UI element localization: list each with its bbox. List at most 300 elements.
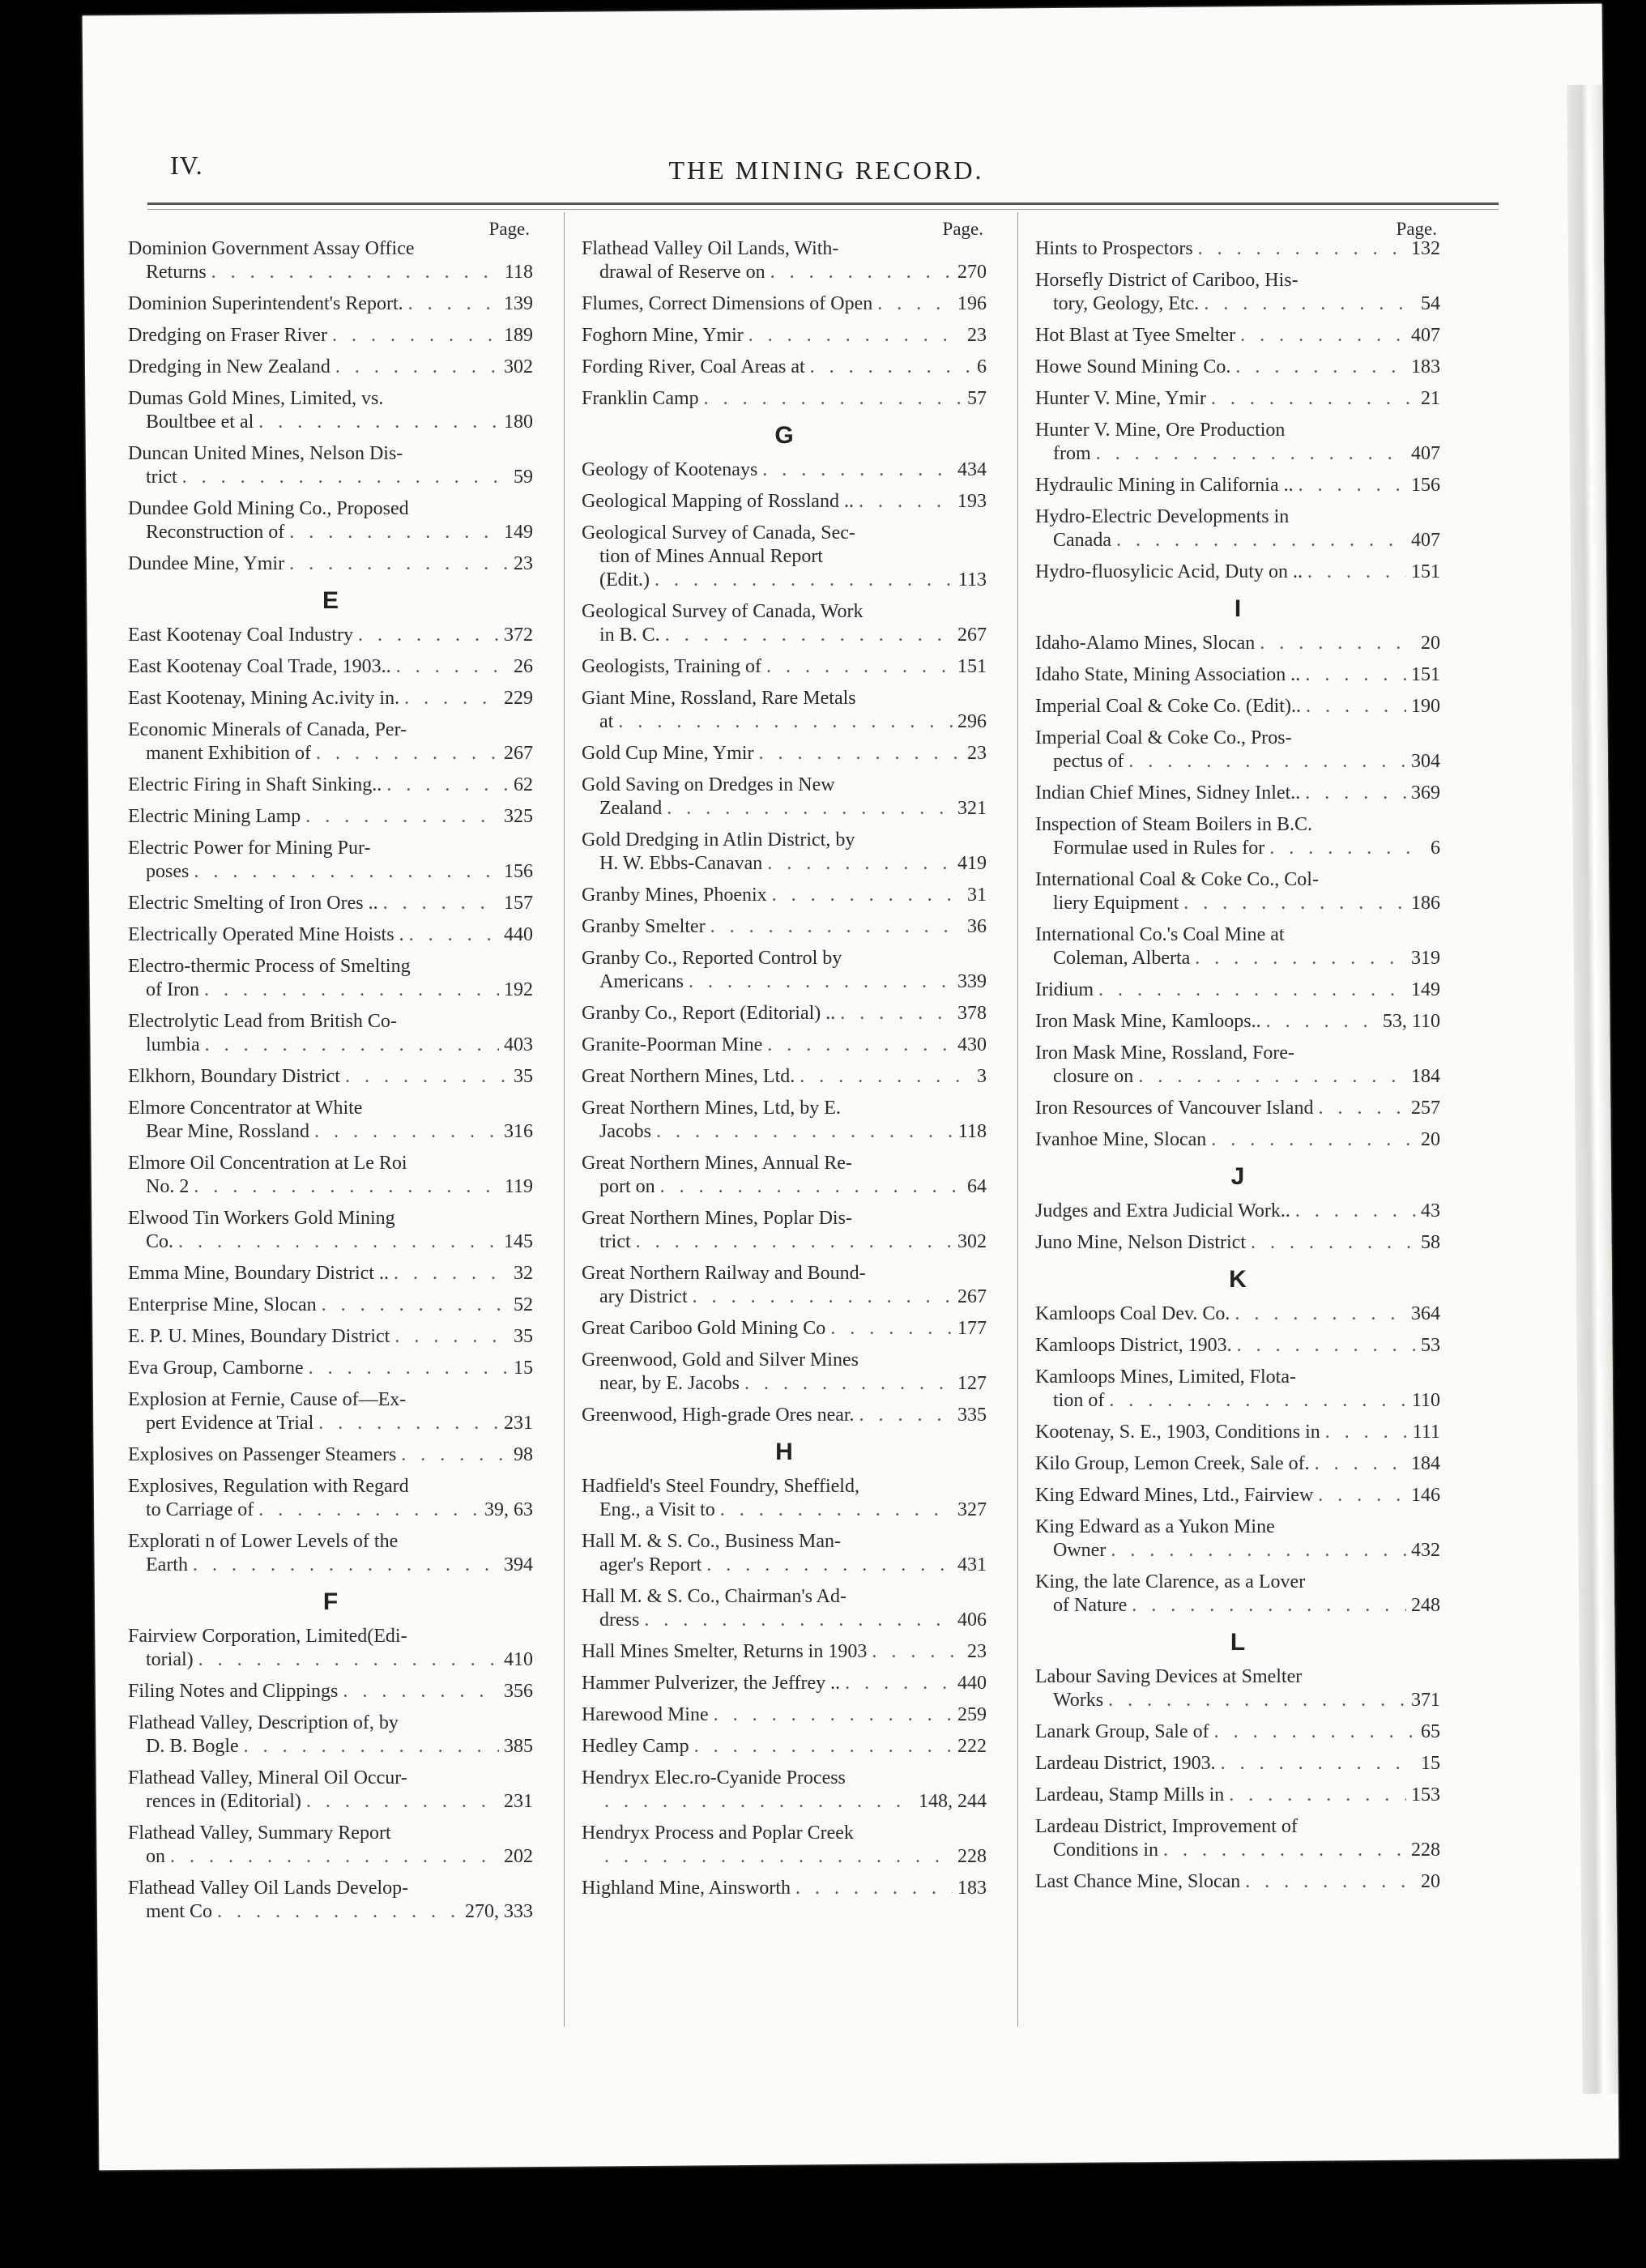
page-number: 440 bbox=[957, 1673, 987, 1694]
entry-leader-row bbox=[582, 797, 987, 821]
entry-text: Eng., a Visit to bbox=[599, 1499, 715, 1520]
entry-text: Kilo Group, Lemon Creek, Sale of. bbox=[1035, 1453, 1310, 1474]
index-entry bbox=[128, 624, 533, 647]
entry-leader-row bbox=[1035, 1539, 1440, 1562]
entry-leader-row bbox=[1035, 529, 1440, 552]
dot-leader bbox=[211, 261, 500, 284]
index-entry bbox=[582, 687, 987, 734]
entry-leader-row bbox=[582, 569, 987, 592]
entry-line: Lardeau District, Improvement of bbox=[1035, 1816, 1298, 1837]
entry-line: Labour Saving Devices at Smelter bbox=[1035, 1666, 1303, 1687]
index-entry bbox=[582, 1530, 987, 1577]
entry-leader-row bbox=[128, 1120, 533, 1144]
index-entry bbox=[128, 387, 533, 434]
index-entry bbox=[1035, 695, 1440, 718]
page-number: 369 bbox=[1411, 782, 1440, 804]
page-number: 193 bbox=[957, 491, 987, 512]
index-entry bbox=[1035, 923, 1440, 970]
page-number: 111 bbox=[1412, 1422, 1440, 1443]
entry-text: closure on bbox=[1053, 1066, 1134, 1087]
dot-leader bbox=[1315, 1452, 1406, 1476]
entry-leader-row bbox=[1035, 695, 1440, 718]
index-entry bbox=[128, 1767, 533, 1814]
entry-leader-row bbox=[1035, 1334, 1440, 1358]
dot-leader bbox=[394, 1262, 509, 1285]
page-number: 118 bbox=[504, 262, 533, 283]
entry-leader-row bbox=[1035, 1389, 1440, 1413]
entry-leader-row bbox=[582, 884, 987, 907]
entry-leader-row bbox=[582, 1317, 987, 1341]
dot-leader bbox=[198, 1648, 499, 1672]
entry-text: at bbox=[599, 711, 614, 732]
entry-text: Last Chance Mine, Slocan bbox=[1035, 1871, 1241, 1892]
page-number: 52 bbox=[514, 1294, 533, 1315]
entry-leader-row bbox=[1035, 1784, 1440, 1807]
entry-text: Electric Mining Lamp bbox=[128, 806, 301, 827]
entry-text: Filing Notes and Clippings bbox=[128, 1681, 339, 1702]
entry-leader-row bbox=[582, 1703, 987, 1727]
page-number: 23 bbox=[967, 743, 987, 764]
entry-text: Great Northern Mines, Ltd. bbox=[582, 1066, 795, 1087]
entry-leader-row bbox=[1035, 978, 1440, 1002]
entry-line: Hall M. & S. Co., Chairman's Ad- bbox=[582, 1586, 846, 1607]
page-number: 296 bbox=[957, 711, 987, 732]
dot-leader bbox=[409, 923, 499, 947]
entry-text: Granby Smelter bbox=[582, 916, 706, 937]
entry-leader-row bbox=[128, 978, 533, 1002]
entry-leader-row bbox=[1035, 1231, 1440, 1255]
index-entry bbox=[128, 1712, 533, 1759]
page-number: 26 bbox=[514, 656, 533, 677]
entry-text: Howe Sound Mining Co. bbox=[1035, 356, 1231, 377]
dot-leader bbox=[1211, 1128, 1416, 1152]
entry-text: Idaho-Alamo Mines, Slocan bbox=[1035, 633, 1256, 654]
entry-leader-row bbox=[582, 1640, 987, 1664]
index-entry bbox=[1035, 1815, 1440, 1862]
page-number: 39, 63 bbox=[484, 1499, 533, 1520]
entry-text: Greenwood, High-grade Ores near. bbox=[582, 1405, 855, 1426]
page-number: 53, 110 bbox=[1382, 1011, 1440, 1032]
entry-text: Hints to Prospectors bbox=[1035, 238, 1193, 259]
entry-text: Flumes, Correct Dimensions of Open bbox=[582, 293, 873, 314]
page-number: 118 bbox=[957, 1121, 987, 1142]
entry-text: D. B. Bogle bbox=[146, 1736, 239, 1757]
entry-leader-row bbox=[1035, 474, 1440, 497]
entry-text: Coleman, Alberta bbox=[1053, 948, 1191, 969]
index-entry bbox=[128, 497, 533, 544]
page-number: 319 bbox=[1411, 948, 1440, 969]
entry-text: King Edward Mines, Ltd., Fairview bbox=[1035, 1485, 1314, 1506]
entry-text: H. W. Ebbs-Canavan bbox=[599, 853, 763, 874]
index-entry bbox=[1035, 1128, 1440, 1152]
page-number: 6 bbox=[977, 356, 987, 377]
entry-leader-row bbox=[128, 324, 533, 347]
entry-text: ager's Report bbox=[599, 1554, 702, 1575]
entry-line: Flathead Valley Oil Lands, With- bbox=[582, 238, 839, 259]
page-number: 267 bbox=[957, 625, 987, 646]
page-number: 23 bbox=[514, 553, 533, 574]
dot-leader bbox=[408, 292, 499, 316]
entry-text: Geology of Kootenays bbox=[582, 459, 758, 480]
entry-line: Great Northern Mines, Annual Re- bbox=[582, 1153, 852, 1174]
page-number: 259 bbox=[957, 1704, 987, 1725]
entry-text: rences in (Editorial) bbox=[146, 1791, 301, 1812]
entry-leader-row bbox=[1035, 1839, 1440, 1862]
page-header bbox=[170, 151, 1482, 199]
page-number: 148, 244 bbox=[919, 1791, 987, 1812]
dot-leader bbox=[1221, 1752, 1416, 1776]
entry-line: King Edward as a Yukon Mine bbox=[1035, 1516, 1275, 1537]
entry-text: Dominion Superintendent's Report. bbox=[128, 293, 403, 314]
entry-text: Great Cariboo Gold Mining Co bbox=[582, 1318, 826, 1339]
entry-text: Franklin Camp bbox=[582, 388, 699, 409]
page-number: 186 bbox=[1411, 893, 1440, 914]
index-entry bbox=[128, 1152, 533, 1199]
page-number: 127 bbox=[957, 1373, 987, 1394]
entry-line: Elmore Concentrator at White bbox=[128, 1098, 363, 1119]
entry-leader-row bbox=[582, 292, 987, 316]
page-number: 180 bbox=[504, 411, 533, 433]
page-number: 228 bbox=[1411, 1840, 1440, 1861]
entry-text: Iridium bbox=[1035, 979, 1094, 1000]
entry-text: E. P. U. Mines, Boundary District bbox=[128, 1326, 390, 1347]
dot-leader bbox=[636, 1230, 953, 1254]
entry-text: Gold Cup Mine, Ymir bbox=[582, 743, 754, 764]
entry-text: Idaho State, Mining Association .. bbox=[1035, 664, 1301, 685]
dot-leader bbox=[770, 261, 953, 284]
index-entry bbox=[1035, 1302, 1440, 1326]
entry-text: Hydro-fluosylicic Acid, Duty on .. bbox=[1035, 561, 1303, 582]
section-letter: E bbox=[322, 587, 339, 614]
entry-leader-row bbox=[128, 805, 533, 829]
dot-leader bbox=[401, 1443, 509, 1467]
index-entry bbox=[582, 1207, 987, 1254]
entry-line: Inspection of Steam Boilers in B.C. bbox=[1035, 814, 1312, 835]
entry-leader-row bbox=[128, 356, 533, 379]
entry-text: trict bbox=[146, 467, 177, 488]
entry-leader-row bbox=[128, 655, 533, 679]
index-entry bbox=[582, 1349, 987, 1396]
page-number: 406 bbox=[957, 1609, 987, 1631]
entry-line: tion of Mines Annual Report bbox=[599, 546, 823, 567]
header-rule-thin bbox=[147, 209, 1499, 210]
entry-leader-row bbox=[582, 624, 987, 647]
index-entry bbox=[1035, 1010, 1440, 1034]
dot-leader bbox=[314, 1120, 499, 1144]
entry-leader-row bbox=[128, 1065, 533, 1089]
entry-leader-row bbox=[582, 1065, 987, 1089]
entry-text: Juno Mine, Nelson District bbox=[1035, 1232, 1246, 1253]
index-entry bbox=[582, 522, 987, 592]
entry-leader-row bbox=[1035, 292, 1440, 316]
entry-text: Lardeau, Stamp Mills in bbox=[1035, 1784, 1225, 1805]
entry-leader-row bbox=[1035, 1010, 1440, 1034]
page-number: 202 bbox=[504, 1846, 533, 1867]
index-entry bbox=[582, 884, 987, 907]
entry-leader-row bbox=[128, 1034, 533, 1057]
index-entry bbox=[1035, 324, 1440, 347]
index-entry bbox=[582, 387, 987, 411]
dot-leader bbox=[194, 1175, 500, 1199]
entry-leader-row bbox=[128, 1443, 533, 1467]
dot-leader bbox=[332, 324, 499, 347]
page-number: 192 bbox=[504, 979, 533, 1000]
page-number: 189 bbox=[504, 325, 533, 346]
entry-leader-row bbox=[128, 1175, 533, 1199]
dot-leader bbox=[306, 1790, 499, 1814]
entry-leader-row bbox=[582, 1735, 987, 1759]
page-number: 156 bbox=[504, 861, 533, 882]
page-number: 419 bbox=[957, 853, 987, 874]
index-entry bbox=[128, 1357, 533, 1380]
entry-text: Lardeau District, 1903. bbox=[1035, 1753, 1216, 1774]
dot-leader bbox=[1183, 892, 1406, 915]
entry-leader-row bbox=[1035, 750, 1440, 774]
entry-line: Hadfield's Steel Foundry, Sheffield, bbox=[582, 1476, 859, 1497]
page-number: 339 bbox=[957, 971, 987, 992]
entry-leader-row bbox=[128, 774, 533, 797]
entry-text: in B. C. bbox=[599, 625, 660, 646]
entry-leader-row bbox=[582, 852, 987, 876]
index-entry bbox=[128, 552, 533, 576]
page-folio: IV. bbox=[170, 151, 203, 180]
index-entry bbox=[128, 442, 533, 489]
entry-leader-row bbox=[128, 1294, 533, 1317]
entry-leader-row bbox=[582, 1034, 987, 1057]
index-entry bbox=[128, 1207, 533, 1254]
dot-leader bbox=[343, 1680, 499, 1703]
dot-leader bbox=[322, 1294, 509, 1317]
entry-leader-row bbox=[1035, 356, 1440, 379]
entry-text: Iron Resources of Vancouver Island bbox=[1035, 1098, 1314, 1119]
page-number: 267 bbox=[504, 743, 533, 764]
page-number: 407 bbox=[1411, 530, 1440, 551]
page-number: 149 bbox=[504, 522, 533, 543]
page-number: 53 bbox=[1421, 1335, 1440, 1356]
dot-leader bbox=[178, 1230, 499, 1254]
page-number: 183 bbox=[957, 1878, 987, 1899]
page-number: 153 bbox=[1411, 1784, 1440, 1805]
dot-leader bbox=[748, 324, 962, 347]
entry-text: Kamloops District, 1903. bbox=[1035, 1335, 1232, 1356]
entry-line: International Coal & Coke Co., Col- bbox=[1035, 869, 1319, 890]
entry-line: Gold Dredging in Atlin District, by bbox=[582, 829, 855, 850]
index-entry bbox=[1035, 663, 1440, 687]
page-number: 156 bbox=[1411, 475, 1440, 496]
dot-leader bbox=[693, 1285, 953, 1309]
page-number: 434 bbox=[957, 459, 987, 480]
entry-line: Great Northern Mines, Ltd, by E. bbox=[582, 1098, 841, 1119]
entry-leader-row bbox=[1035, 1421, 1440, 1444]
entry-leader-row bbox=[128, 261, 533, 284]
dot-leader bbox=[744, 1372, 953, 1396]
entry-text: ary District bbox=[599, 1286, 688, 1307]
entry-line: Geological Survey of Canada, Work bbox=[582, 601, 864, 622]
dot-leader bbox=[704, 387, 962, 411]
page-number: 119 bbox=[504, 1176, 533, 1197]
entry-line: Electrolytic Lead from British Co- bbox=[128, 1011, 397, 1032]
entry-line: Hendryx Elec.ro-Cyanide Process bbox=[582, 1767, 846, 1788]
entry-text: Works bbox=[1053, 1690, 1104, 1711]
entry-line: Geological Survey of Canada, Sec- bbox=[582, 522, 855, 544]
page-number: 151 bbox=[1411, 561, 1440, 582]
entry-leader-row bbox=[128, 1230, 533, 1254]
entry-line: Explosives, Regulation with Regard bbox=[128, 1476, 409, 1497]
dot-leader bbox=[877, 292, 953, 316]
entry-leader-row bbox=[1035, 947, 1440, 970]
dot-leader bbox=[1305, 782, 1406, 805]
index-entry bbox=[128, 1010, 533, 1057]
entry-text: port on bbox=[599, 1176, 655, 1197]
index-entry bbox=[582, 292, 987, 316]
page-number: 228 bbox=[957, 1846, 987, 1867]
entry-leader-row bbox=[128, 521, 533, 544]
dot-leader bbox=[604, 1790, 914, 1814]
page-number: 35 bbox=[514, 1066, 533, 1087]
entry-line: Dundee Gold Mining Co., Proposed bbox=[128, 498, 409, 519]
index-entry bbox=[1035, 1665, 1440, 1712]
entry-text: on bbox=[146, 1846, 165, 1867]
dot-leader bbox=[1318, 1097, 1406, 1120]
entry-text: Highland Mine, Ainsworth bbox=[582, 1878, 791, 1899]
index-entry bbox=[1035, 505, 1440, 552]
index-entry bbox=[1035, 782, 1440, 805]
index-entry bbox=[128, 923, 533, 947]
dot-leader bbox=[1229, 1784, 1406, 1807]
index-entry bbox=[582, 356, 987, 379]
entry-text: Dredging in New Zealand bbox=[128, 356, 330, 377]
section-letter: J bbox=[1230, 1163, 1245, 1190]
page-number: 21 bbox=[1421, 388, 1440, 409]
entry-leader-row bbox=[128, 923, 533, 947]
dot-leader bbox=[170, 1845, 499, 1869]
dot-leader bbox=[767, 852, 953, 876]
index-entry bbox=[582, 1767, 987, 1814]
entry-leader-row bbox=[128, 411, 533, 434]
entry-line: Explosion at Fernie, Cause of—Ex- bbox=[128, 1389, 407, 1410]
page-number: 177 bbox=[957, 1318, 987, 1339]
entry-text: lumbia bbox=[146, 1034, 200, 1055]
entry-leader-row bbox=[1035, 1484, 1440, 1507]
dot-leader bbox=[1325, 1421, 1408, 1444]
entry-text: Electrically Operated Mine Hoists . bbox=[128, 924, 404, 945]
index-entry bbox=[582, 1585, 987, 1632]
index-entry bbox=[1035, 1231, 1440, 1255]
page-number: 64 bbox=[967, 1176, 987, 1197]
index-entry bbox=[1035, 868, 1440, 915]
index-entry bbox=[1035, 561, 1440, 584]
entry-leader-row bbox=[1035, 663, 1440, 687]
page-number: 356 bbox=[504, 1681, 533, 1702]
column-divider bbox=[1017, 212, 1018, 2027]
dot-leader bbox=[845, 1672, 953, 1695]
index-entry bbox=[582, 1877, 987, 1900]
entry-leader-row bbox=[582, 1877, 987, 1900]
index-column-1 bbox=[128, 217, 533, 2104]
entry-leader-row bbox=[582, 1404, 987, 1427]
dot-leader bbox=[656, 1120, 953, 1144]
index-entry bbox=[128, 1822, 533, 1869]
dot-leader bbox=[1195, 947, 1406, 970]
index-entry bbox=[582, 1672, 987, 1695]
entry-text: Granite-Poorman Mine bbox=[582, 1034, 763, 1055]
index-entry bbox=[128, 1388, 533, 1435]
entry-text: from bbox=[1053, 443, 1091, 464]
dot-leader bbox=[1307, 561, 1406, 584]
index-entry bbox=[582, 915, 987, 939]
dot-leader bbox=[710, 915, 962, 939]
index-entry bbox=[128, 292, 533, 316]
index-entry bbox=[1035, 1784, 1440, 1807]
page-edge bbox=[1567, 85, 1618, 2094]
entry-text: pert Evidence at Trial bbox=[146, 1413, 314, 1434]
dot-leader bbox=[358, 624, 499, 647]
entry-leader-row bbox=[1035, 837, 1440, 860]
entry-text: Americans bbox=[599, 971, 684, 992]
index-entry bbox=[128, 1065, 533, 1089]
dot-leader bbox=[1214, 1720, 1416, 1744]
index-entry bbox=[1035, 1042, 1440, 1089]
page-number: 270, 333 bbox=[465, 1901, 533, 1922]
page-number: 183 bbox=[1411, 356, 1440, 377]
page-number: 59 bbox=[514, 467, 533, 488]
page-number: 58 bbox=[1421, 1232, 1440, 1253]
entry-text: of Nature bbox=[1053, 1595, 1128, 1616]
index-entry bbox=[1035, 1366, 1440, 1413]
index-entry bbox=[1035, 1720, 1440, 1744]
entry-text: Electric Smelting of Iron Ores .. bbox=[128, 893, 378, 914]
entry-text: Granby Co., Report (Editorial) .. bbox=[582, 1003, 836, 1024]
entry-text: (Edit.) bbox=[599, 569, 650, 590]
entry-leader-row bbox=[128, 1735, 533, 1759]
entry-leader-row bbox=[582, 1790, 987, 1814]
dot-leader bbox=[706, 1554, 953, 1577]
page-number: 184 bbox=[1411, 1066, 1440, 1087]
entry-line: Kamloops Mines, Limited, Flota- bbox=[1035, 1366, 1296, 1388]
entry-text: Hedley Camp bbox=[582, 1736, 689, 1757]
entry-text: Kamloops Coal Dev. Co. bbox=[1035, 1303, 1230, 1324]
page-number: 325 bbox=[504, 806, 533, 827]
entry-leader-row bbox=[128, 466, 533, 489]
dot-leader bbox=[1269, 837, 1426, 860]
entry-leader-row bbox=[582, 1845, 987, 1869]
index-entry bbox=[128, 1625, 533, 1672]
dot-leader bbox=[1260, 632, 1416, 655]
index-column-3 bbox=[1035, 217, 1440, 2104]
dot-leader bbox=[217, 1900, 460, 1924]
page-number: 248 bbox=[1411, 1595, 1440, 1616]
entry-leader-row bbox=[1035, 1200, 1440, 1223]
index-entry bbox=[128, 1294, 533, 1317]
dot-leader bbox=[1251, 1231, 1416, 1255]
entry-leader-row bbox=[1035, 1128, 1440, 1152]
page-number: 54 bbox=[1421, 293, 1440, 314]
entry-text: to Carriage of bbox=[146, 1499, 254, 1520]
dot-leader bbox=[1096, 442, 1406, 466]
index-entry bbox=[1035, 1097, 1440, 1120]
entry-text: East Kootenay, Mining Ac.ivity in. bbox=[128, 688, 400, 709]
page-number: 3 bbox=[977, 1066, 987, 1087]
entry-text: Jacobs bbox=[599, 1121, 651, 1142]
entry-text: Explosives on Passenger Steamers bbox=[128, 1444, 397, 1465]
entry-text: Conditions in bbox=[1053, 1840, 1159, 1861]
index-entry bbox=[1035, 813, 1440, 860]
entry-line: Hendryx Process and Poplar Creek bbox=[582, 1823, 854, 1844]
dot-leader bbox=[345, 1065, 509, 1089]
entry-leader-row bbox=[582, 1002, 987, 1025]
index-entry bbox=[128, 1443, 533, 1467]
dot-leader bbox=[1266, 1010, 1378, 1034]
